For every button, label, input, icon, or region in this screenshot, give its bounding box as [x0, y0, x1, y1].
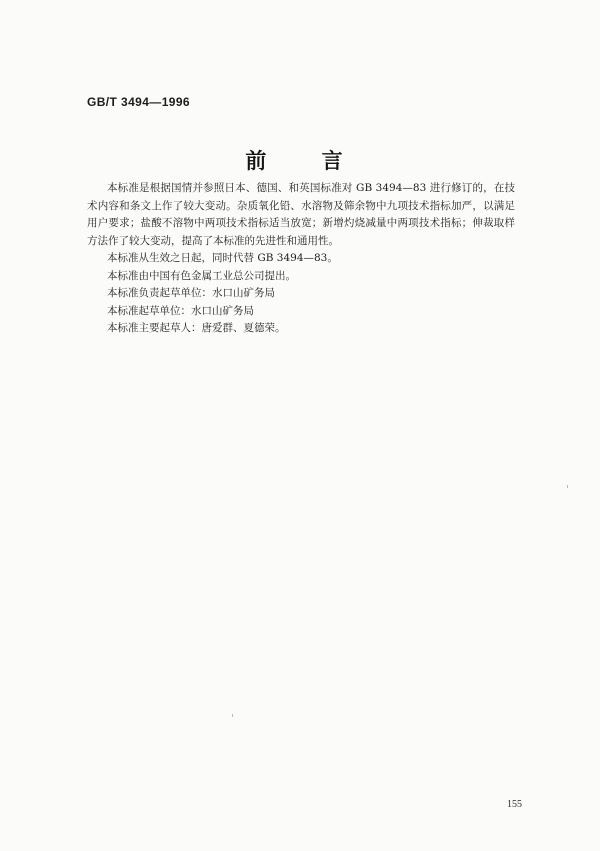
foreword-body — [87, 180, 515, 338]
paragraph-revision-note: 本标准是根据国情并参照日本、德国、和英国标准对 GB 3494—83 进行修订的，在技术内容和条文上作了较大变动。杂质氧化铅、水溶物及筛余物中九项技术指标加严，以满足用户要求；盐酸不溶物中两项技术指标适当放宽；新增灼烧减量中两项技术指标；伸裁取样方法作了较大变动，提高了本标准的先进性和通用性。 — [87, 182, 515, 247]
standard-code: GB/T 3494—1996 — [87, 95, 190, 109]
page-number: 155 — [507, 799, 522, 810]
paragraph-main-drafters: 本标准主要起草人：唐爱群、夏德荣。 — [107, 322, 286, 334]
page-title: 前 言 — [245, 149, 367, 173]
scan-speck — [567, 485, 568, 488]
paragraph-supersedes: 本标准从生效之日起，同时代替 GB 3494—83。 — [107, 252, 338, 264]
paragraph-proposer: 本标准由中国有色金属工业总公司提出。 — [107, 269, 296, 282]
scan-speck — [232, 714, 233, 717]
paragraph-drafting-unit: 本标准起草单位：水口山矿务局 — [107, 304, 254, 317]
paragraph-responsible-drafter: 本标准负责起草单位：水口山矿务局 — [107, 287, 275, 299]
